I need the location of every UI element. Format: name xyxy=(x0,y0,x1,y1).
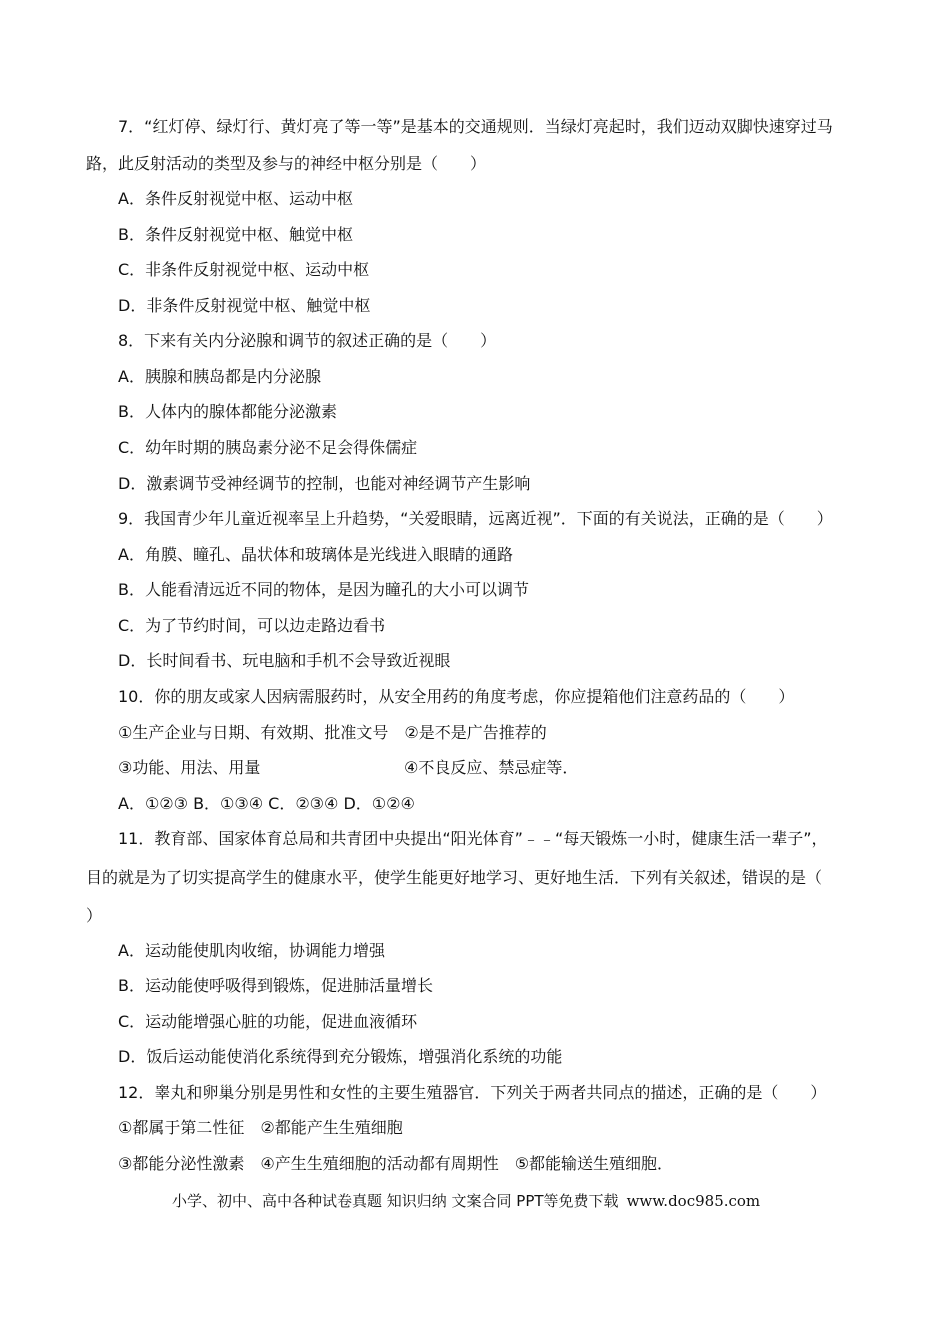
q10-items-line1: ①生产企业与日期、有效期、批准文号 ②是不是广告推荐的 xyxy=(118,723,547,742)
footer-url: www.doc985.com xyxy=(626,1192,761,1210)
q7-option-a: A．条件反射视觉中枢、运动中枢 xyxy=(118,189,353,208)
q9-option-d: D．长时间看书、玩电脑和手机不会导致近视眼 xyxy=(118,651,451,670)
q10-options: A．①②③ B．①③④ C．②③④ D．①②④ xyxy=(118,794,415,813)
q9-stem: 9．我国青少年儿童近视率呈上升趋势，“关爱眼睛，远离近视”．下面的有关说法，正确的是（ ） xyxy=(118,509,833,528)
q8-stem: 8．下来有关内分泌腺和调节的叙述正确的是（ ） xyxy=(118,331,497,350)
q7-option-c: C．非条件反射视觉中枢、运动中枢 xyxy=(118,260,370,279)
q7-option-d: D．非条件反射视觉中枢、触觉中枢 xyxy=(118,296,371,315)
q8-option-b: B．人体内的腺体都能分泌激素 xyxy=(118,402,337,421)
q7-option-b: B．条件反射视觉中枢、触觉中枢 xyxy=(118,225,353,244)
q10-items-line2a: ③功能、用法、用量 xyxy=(118,758,261,777)
q11-stem-line3: ） xyxy=(86,906,103,925)
q11-option-b: B．运动能使呼吸得到锻炼，促进肺活量增长 xyxy=(118,976,433,995)
q9-option-c: C．为了节约时间，可以边走路边看书 xyxy=(118,616,386,635)
q7-stem-line1: 7．“红灯停、绿灯行、黄灯亮了等一等”是基本的交通规则．当绿灯亮起时，我们迈动双脚快速穿过马 xyxy=(118,117,833,136)
q10-items-line2b: ④不良反应、禁忌症等． xyxy=(404,758,579,777)
q12-items-line2: ③都能分泌性激素 ④产生生殖细胞的活动都有周期性 ⑤都能输送生殖细胞． xyxy=(118,1154,674,1173)
footer-text: 小学、初中、高中各种试卷真题 知识归纳 文案合同 PPT等免费下载 xyxy=(172,1192,619,1210)
q8-option-c: C．幼年时期的胰岛素分泌不足会得侏儒症 xyxy=(118,438,418,457)
q9-option-a: A．角膜、瞳孔、晶状体和玻璃体是光线进入眼睛的通路 xyxy=(118,545,513,564)
q7-stem-line2: 路，此反射活动的类型及参与的神经中枢分别是（ ） xyxy=(86,154,487,173)
q11-option-a: A．运动能使肌肉收缩，协调能力增强 xyxy=(118,941,385,960)
q11-option-d: D．饭后运动能使消化系统得到充分锻炼，增强消化系统的功能 xyxy=(118,1047,563,1066)
q11-stem-line2: 目的就是为了切实提高学生的健康水平，使学生能更好地学习、更好地生活．下列有关叙述，错误的是（ xyxy=(86,868,823,887)
q11-stem-line1: 11．教育部、国家体育总局和共青团中央提出“阳光体育”﹣﹣“每天锻炼一小时，健康生活一辈子”， xyxy=(118,829,828,848)
q8-option-d: D．激素调节受神经调节的控制，也能对神经调节产生影响 xyxy=(118,474,531,493)
q12-stem: 12．睾丸和卵巢分别是男性和女性的主要生殖器官．下列关于两者共同点的描述，正确的是（ ） xyxy=(118,1083,827,1102)
q11-option-c: C．运动能增强心脏的功能，促进血液循环 xyxy=(118,1012,418,1031)
page-footer xyxy=(172,1191,760,1211)
q9-option-b: B．人能看清远近不同的物体，是因为瞳孔的大小可以调节 xyxy=(118,580,529,599)
q10-stem: 10．你的朋友或家人因病需服药时，从安全用药的角度考虑，你应提箱他们注意药品的（ ） xyxy=(118,687,795,706)
q8-option-a: A．胰腺和胰岛都是内分泌腺 xyxy=(118,367,321,386)
q12-items-line1: ①都属于第二性征 ②都能产生生殖细胞 xyxy=(118,1118,403,1137)
